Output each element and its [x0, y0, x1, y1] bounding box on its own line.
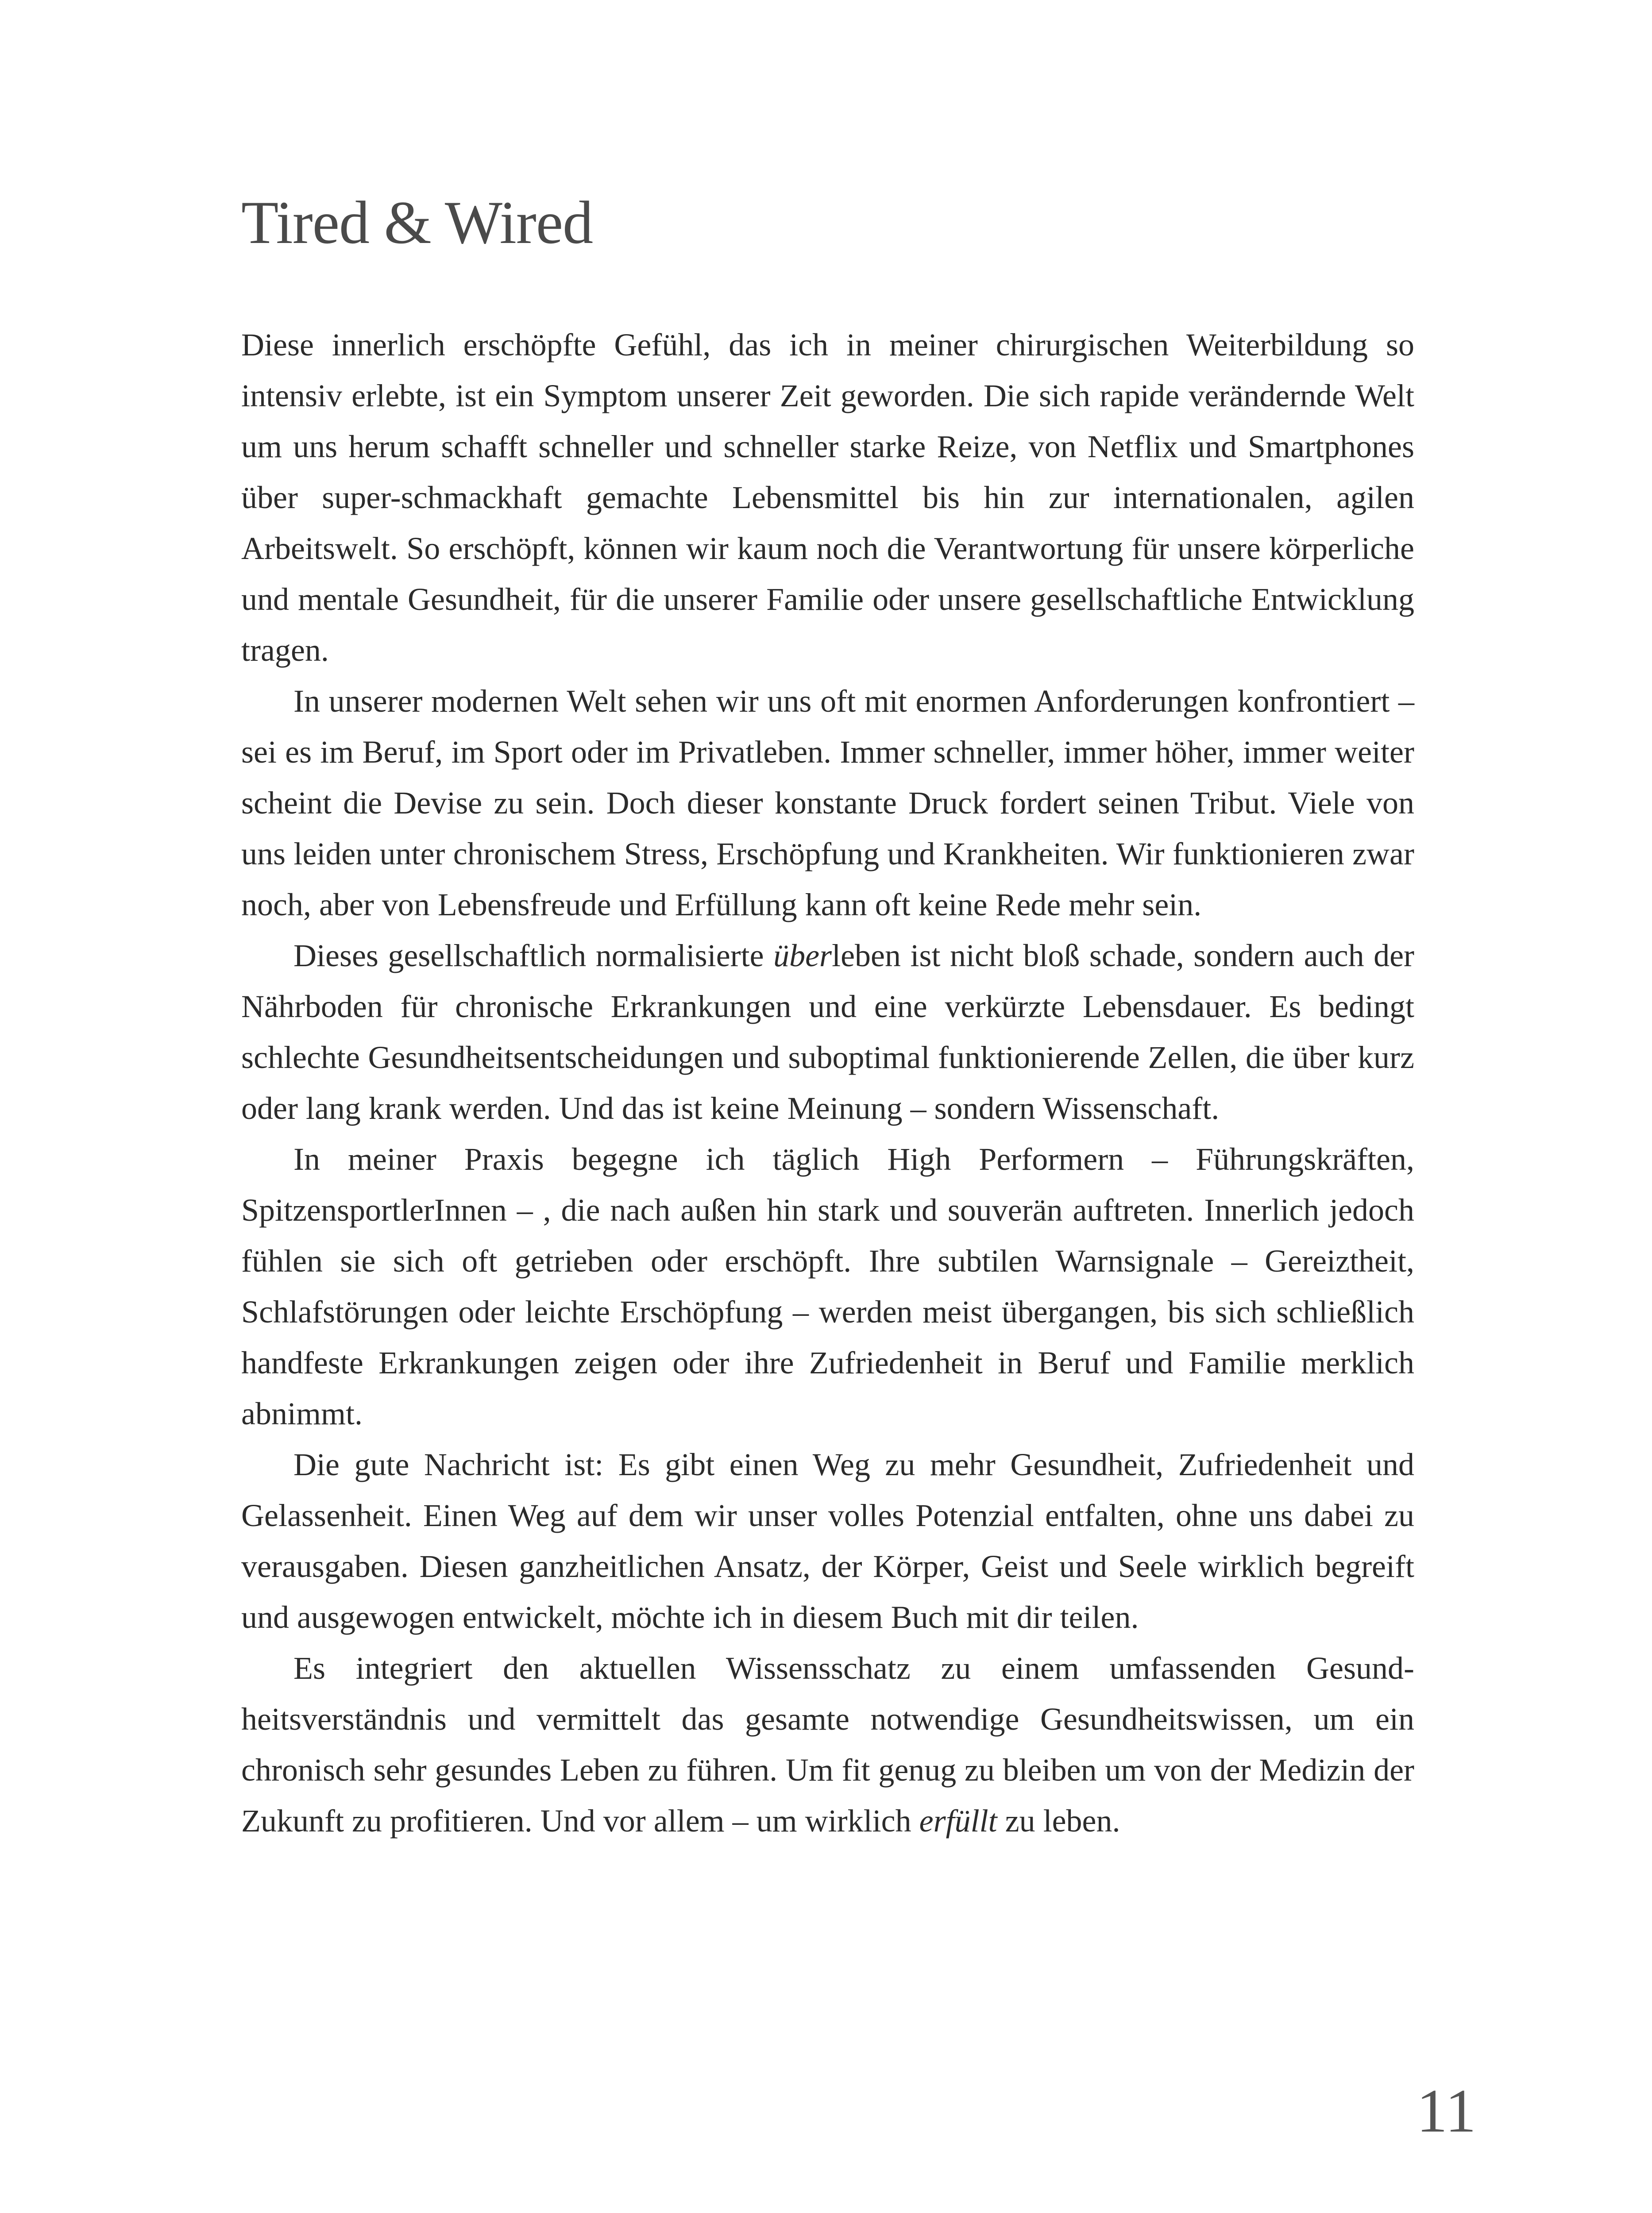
- paragraph-2: In unserer modernen Welt sehen wir uns oft mit enormen Anforderungen konfrontiert – sei es im Beruf, im Sport oder im Privatleben. Immer schneller, immer höher, immer weiter scheint die Devise zu sein. Doch dieser konstante Druck fordert seinen Tribut. Viele von uns leiden unter chronischem Stress, Erschöpfung und Krankheiten. Wir funktionieren zwar noch, aber von Lebensfreude und Erfüllung kann oft keine Rede mehr sein.: [241, 683, 1414, 922]
- paragraph-4: In meiner Praxis begegne ich täglich High Performern – Führungskräften, SpitzensportlerInnen – , die nach außen hin stark und souverän auftreten. Innerlich jedoch fühlen sie sich oft getrieben oder erschöpft. Ihre subtilen Warnsignale – Gereiztheit, Schlafstörungen oder leichte Erschöpfung – werden meist übergangen, bis sich schließlich handfeste Erkrankungen zeigen oder ihre Zufriedenheit in Beruf und Familie merklich abnimmt.: [241, 1141, 1414, 1431]
- paragraph-3: [241, 930, 1414, 1134]
- page-number: 11: [1417, 2077, 1476, 2145]
- paragraph-3-end: leben ist nicht bloß schade, sondern auch der Nährboden für chronische Erkrankungen und eine verkürzte Lebensdauer. Es bedingt schlechte Gesundheitsentscheidungen und suboptimal funktionierende Zellen, die über kurz oder lang krank werden. Und das ist keine Meinung – sondern Wissenschaft.: [241, 938, 1415, 1126]
- paragraph-5: Die gute Nachricht ist: Es gibt einen Weg zu mehr Gesundheit, Zufriedenheit und Gelassenheit. Einen Weg auf dem wir unser volles Potenzial entfalten, ohne uns dabei zu verausgaben. Diesen ganzheitlichen Ansatz, der Körper, Geist und Seele wirklich begreift und ausgewogen entwickelt, möchte ich in diesem Buch mit dir teilen.: [241, 1447, 1414, 1635]
- emphasis-ueber: über: [773, 938, 832, 973]
- paragraph-6: [241, 1643, 1414, 1847]
- paragraph-6-end: zu leben.: [997, 1803, 1120, 1839]
- paragraph-3-start: Dieses gesellschaftlich normalisierte: [293, 938, 774, 973]
- paragraph-1: Diese innerlich erschöpfte Gefühl, das ich in meiner chirurgischen Weiterbildung so intensiv erlebte, ist ein Symptom unserer Zeit geworden. Die sich rapide verändernde Welt um uns herum schafft schneller und schneller starke Reize, von Netflix und Smartphones über super-schmackhaft gemachte Lebensmittel bis hin zur internationalen, agilen Arbeitswelt. So erschöpft, können wir kaum noch die Verantwortung für unsere körperliche und mentale Gesundheit, für die unserer Familie oder unsere gesellschaftliche Entwicklung tragen.: [241, 327, 1414, 668]
- chapter-heading: Tired & Wired: [241, 189, 593, 256]
- paragraph-6-start: Es integriert den aktuellen Wissensschatz zu einem umfassenden Gesundheitsverständnis und vermittelt das gesamte notwendige Gesundheitswissen, um ein chronisch sehr gesundes Leben zu führen. Um fit genug zu bleiben um von der Medizin der Zukunft zu profitieren. Und vor allem – um wirklich: [241, 1650, 1414, 1839]
- emphasis-erfuellt: erfüllt: [919, 1803, 997, 1839]
- body-text: [241, 320, 1414, 1847]
